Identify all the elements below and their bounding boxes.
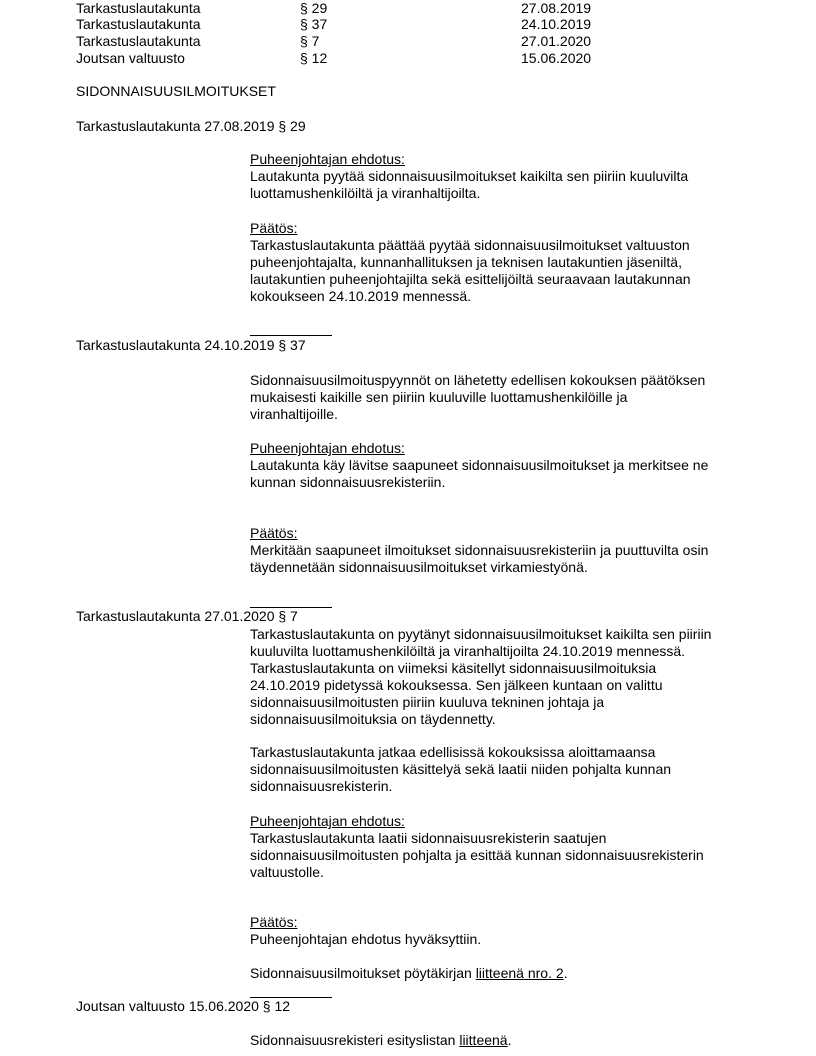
- decision-label: Päätös:: [250, 914, 298, 930]
- history-section: § 12: [300, 50, 328, 66]
- proposal-block: [250, 440, 750, 491]
- history-date: 24.10.2019: [521, 16, 592, 32]
- history-section: § 7: [300, 33, 320, 49]
- attachment-prefix: Sidonnaisuusrekisteri esityslistan: [250, 1032, 460, 1048]
- text-line: Tarkastuslautakunta on viimeksi käsitellyt sidonnaisuusilmoituksia: [250, 660, 657, 676]
- history-date: 15.06.2020: [521, 50, 592, 66]
- attachment-suffix: .: [507, 1032, 512, 1048]
- text-line: Tarkastuslautakunta päättää pyytää sidonnaisuusilmoitukset valtuuston: [250, 237, 690, 253]
- decision-block: [250, 525, 750, 576]
- intro-block: [250, 626, 750, 728]
- text-line: luottamushenkilöiltä ja viranhaltijoilta.: [250, 185, 481, 201]
- history-date: 27.01.2020: [521, 33, 592, 49]
- proposal-block: [250, 813, 750, 881]
- meeting-heading: Tarkastuslautakunta 27.08.2019 § 29: [76, 118, 306, 134]
- history-date: 27.08.2019: [521, 0, 592, 16]
- intro-block: [250, 372, 750, 423]
- proposal-label: Puheenjohtajan ehdotus:: [250, 440, 405, 456]
- history-body: Joutsan valtuusto: [76, 50, 185, 66]
- text-line: sidonnaisuusilmoituksia on täydennetty.: [250, 711, 496, 727]
- attachment-link[interactable]: liitteenä nro. 2: [475, 965, 564, 981]
- text-line: 24.10.2019 pidetyssä kokouksessa. Sen jälkeen kuntaan on valittu: [250, 677, 663, 693]
- continue-block: [250, 744, 750, 795]
- attachment-link[interactable]: liitteenä: [459, 1032, 508, 1048]
- text-line: valtuustolle.: [250, 864, 324, 880]
- history-body: Tarkastuslautakunta: [76, 16, 201, 32]
- attachment-prefix: Sidonnaisuusilmoitukset pöytäkirjan: [250, 965, 476, 981]
- meeting-heading: Tarkastuslautakunta 27.01.2020 § 7: [76, 608, 298, 624]
- text-line: sidonnaisuusilmoitusten pohjalta ja esittää kunnan sidonnaisuusrekisterin: [250, 847, 704, 863]
- text-line: Lautakunta käy lävitse saapuneet sidonnaisuusilmoitukset ja merkitsee ne: [250, 457, 709, 473]
- text-line: Tarkastuslautakunta laatii sidonnaisuusrekisterin saatujen: [250, 830, 607, 846]
- proposal-label: Puheenjohtajan ehdotus:: [250, 151, 405, 167]
- text-line: Merkitään saapuneet ilmoitukset sidonnaisuusrekisteriin ja puuttuvilta osin: [250, 542, 709, 558]
- history-body: Tarkastuslautakunta: [76, 33, 201, 49]
- text-line: sidonnaisuusilmoitusten käsittelyä sekä laatii niiden pohjalta kunnan: [250, 761, 672, 777]
- proposal-label: Puheenjohtajan ehdotus:: [250, 813, 405, 829]
- decision-block: [250, 914, 750, 948]
- meeting-heading: Joutsan valtuusto 15.06.2020 § 12: [76, 998, 291, 1014]
- text-line: täydennetään sidonnaisuusilmoitukset virkamiestyönä.: [250, 559, 588, 575]
- text-line: Lautakunta pyytää sidonnaisuusilmoitukset kaikilta sen piiriin kuuluvilta: [250, 168, 689, 184]
- decision-label: Päätös:: [250, 525, 298, 541]
- text-line: sidonnaisuusrekisterin.: [250, 778, 393, 794]
- document-title: SIDONNAISUUSILMOITUKSET: [76, 83, 276, 99]
- attachment-line: [250, 965, 750, 982]
- text-line: sidonnaisuusilmoitusten piiriin kuuluva tekninen johtaja ja: [250, 694, 605, 710]
- history-body: Tarkastuslautakunta: [76, 0, 201, 16]
- history-section: § 37: [300, 16, 328, 32]
- text-line: lautakuntien puheenjohtajilta sekä esittelijöiltä seuraavaan lautakunnan: [250, 271, 691, 287]
- text-line: kuuluvilta luottamushenkilöiltä ja viranhaltijoilta 24.10.2019 mennessä.: [250, 643, 686, 659]
- attachment-line: [250, 1032, 750, 1049]
- text-line: Tarkastuslautakunta on pyytänyt sidonnaisuusilmoitukset kaikilta sen piiriin: [250, 626, 712, 642]
- text-line: Tarkastuslautakunta jatkaa edellisissä kokouksissa aloittamaansa: [250, 744, 656, 760]
- proposal-block: [250, 151, 750, 202]
- text-line: mukaisesti kaikille sen piiriin kuuluville luottamushenkilöille ja: [250, 389, 628, 405]
- text-line: kokoukseen 24.10.2019 mennessä.: [250, 288, 472, 304]
- text-line: Sidonnaisuusilmoituspyynnöt on lähetetty edellisen kokouksen päätöksen: [250, 372, 706, 388]
- decision-label: Päätös:: [250, 220, 298, 236]
- text-line: kunnan sidonnaisuusrekisteriin.: [250, 474, 446, 490]
- text-line: Puheenjohtajan ehdotus hyväksyttiin.: [250, 931, 482, 947]
- attachment-suffix: .: [563, 965, 568, 981]
- text-line: viranhaltijoille.: [250, 406, 338, 422]
- decision-block: [250, 220, 750, 305]
- text-line: puheenjohtajalta, kunnanhallituksen ja teknisen lautakuntien jäseniltä,: [250, 254, 682, 270]
- history-section: § 29: [300, 0, 328, 16]
- meeting-heading: Tarkastuslautakunta 24.10.2019 § 37: [76, 337, 306, 353]
- separator-line: [250, 335, 332, 336]
